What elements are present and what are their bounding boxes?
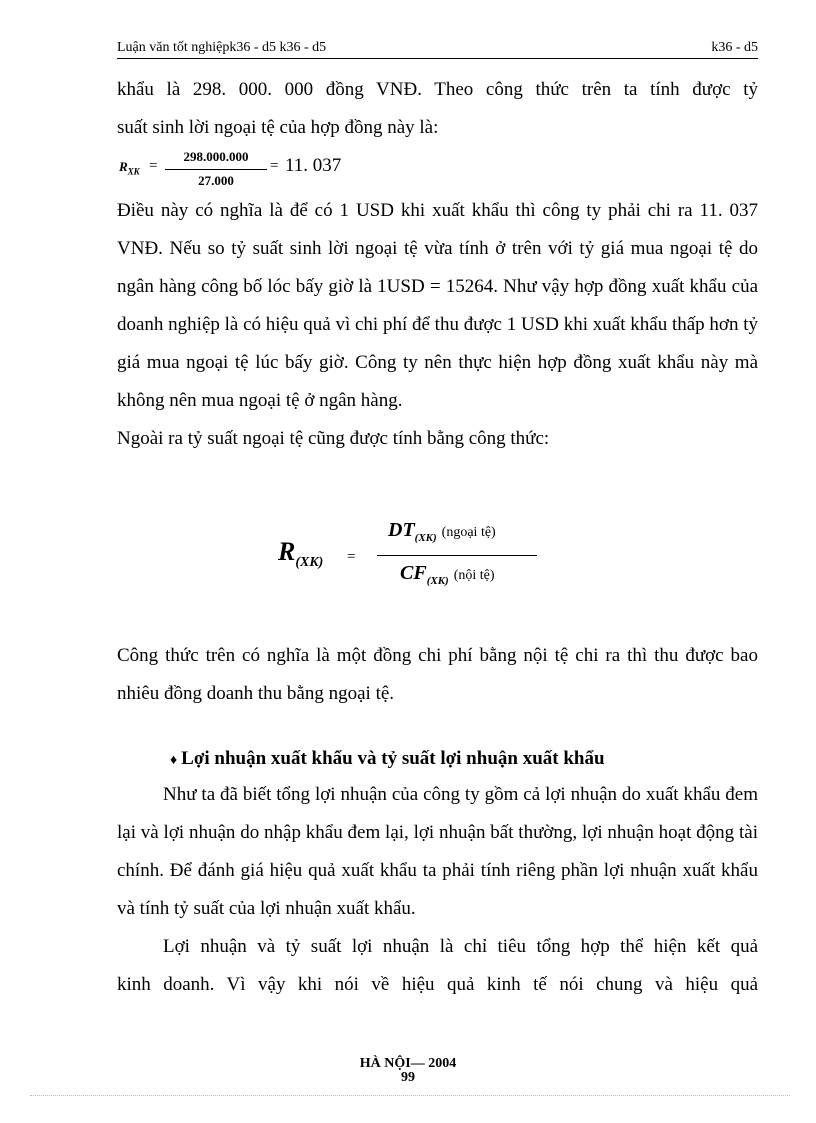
formula-2-numerator: $DT_{(XK)}$ (ngoại tệ) <box>388 519 496 544</box>
paragraph-5: Như ta đã biết tổng lợi nhuận của công ty gồm cả lợi nhuận do xuất khẩu đem lại và lợi nhuận do nhập khẩu đem lại, lợi nhuận bất thường, lợi nhuận hoạt động tài chính. Để đánh giá hiệu quả xuất khẩu ta phải tính riêng phần lợi nhuận xuất khẩu và tính tỷ suất của lợi nhuận xuất khẩu. <box>117 784 758 919</box>
paragraph-6-line-1: Lợi nhuận và tỷ suất lợi nhuận là chỉ tiêu tổng hợp thể hiện kết quả <box>163 936 758 957</box>
formula-1-equals-2: = <box>270 158 279 174</box>
paragraph-6-line-2: kinh doanh. Vì vậy khi nói về hiệu quả kinh tế nói chung và hiệu quả <box>117 974 758 995</box>
paragraph-2: Điều này có nghĩa là để có 1 USD khi xuất khẩu thì công ty phải chi ra 11. 037 VNĐ. Nếu so tỷ suất sinh lời ngoại tệ vừa tính ở trên với tỷ giá mua ngoại tệ do ngân hàng công bố lóc bấy giờ là 1USD = 15264. Như vậy hợp đồng xuất khẩu của doanh nghiệp là có hiệu quả vì chi phí để thu được 1 USD khi xuất khẩu thấp hơn tỷ giá mua ngoại tệ lúc bấy giờ. Công ty nên thực hiện hợp đồng xuất khẩu này mà không nên mua ngoại tệ ở ngân hàng. <box>117 200 758 411</box>
formula-fx-rate-general <box>270 515 570 595</box>
formula-1-fraction-bar <box>165 169 267 170</box>
header-rule <box>117 58 758 59</box>
paragraph-2-block <box>117 192 758 458</box>
paragraph-4-block <box>117 637 758 713</box>
formula-fx-rate <box>117 149 417 193</box>
footer-page-number: 99 <box>401 1070 415 1085</box>
bottom-dotted-rule <box>30 1095 790 1096</box>
formula-1-equals: = <box>149 158 158 174</box>
footer-city-year: HÀ NỘI— 2004 <box>359 1056 457 1071</box>
formula-2-denominator: $CF_{(XK)}$ (nội tệ) <box>400 562 495 587</box>
paragraph-1 <box>117 71 758 147</box>
paragraph-1-line-1: khẩu là 298. 000. 000 đồng VNĐ. Theo công thức trên ta tính được tỷ <box>117 79 758 100</box>
section-heading-text: Lợi nhuận xuất khẩu và tỷ suất lợi nhuận xuất khẩu <box>181 748 605 769</box>
formula-1-denominator: 27.000 <box>198 173 234 188</box>
formula-2-fraction-bar <box>377 555 537 556</box>
diamond-bullet-icon: ♦ <box>170 753 178 768</box>
formula-1-symbol: $R_{XK}$ <box>119 159 140 177</box>
paragraph-1-line-2: suất sinh lời ngoại tệ của hợp đồng này là: <box>117 117 439 138</box>
formula-2-symbol: $R_{(XK)}$ <box>278 537 324 571</box>
section-heading <box>170 744 605 776</box>
header-right-text: k36 - d5 <box>711 40 758 55</box>
header-left-text: Luận văn tốt nghiệpk36 - d5 k36 - d5 <box>117 40 327 55</box>
paragraph-5-block <box>117 776 758 1004</box>
paragraph-4: Công thức trên có nghĩa là một đồng chi phí bằng nội tệ chi ra thì thu được bao nhiêu đồng doanh thu bằng ngoại tệ. <box>117 645 758 704</box>
formula-2-equals: = <box>347 549 356 565</box>
formula-1-numerator: 298.000.000 <box>183 149 249 164</box>
paragraph-3: Ngoài ra tỷ suất ngoại tệ cũng được tính bằng công thức: <box>117 428 550 449</box>
formula-1-result: 11. 037 <box>285 155 342 176</box>
